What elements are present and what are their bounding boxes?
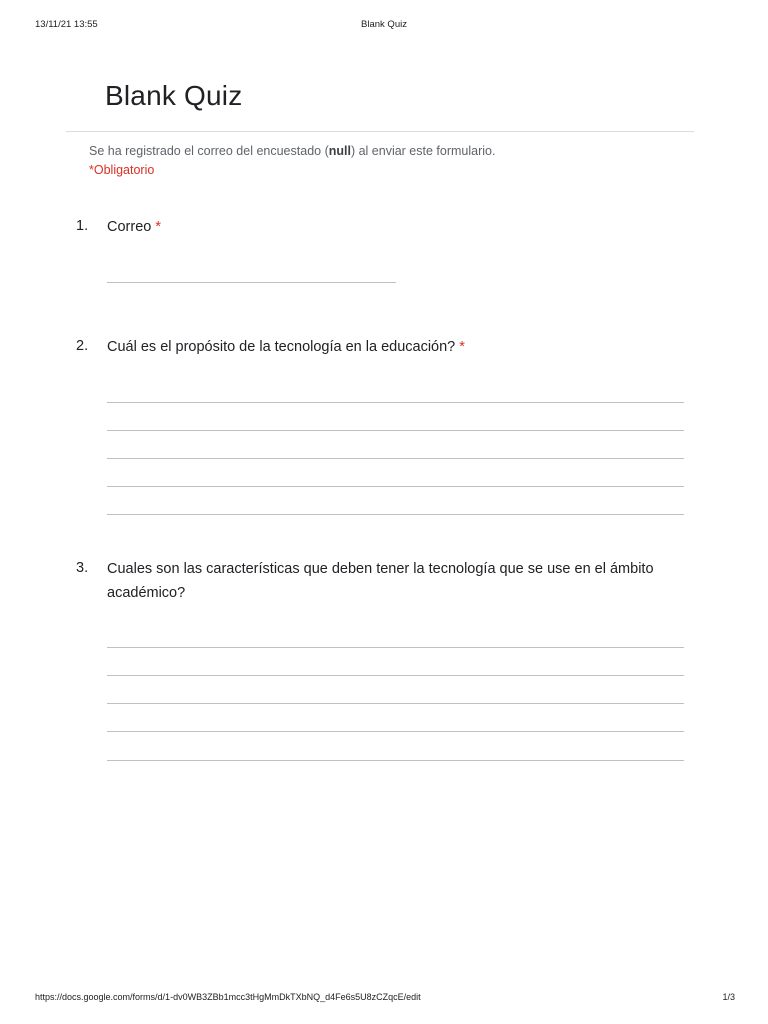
question-1-answer-line[interactable] bbox=[107, 282, 396, 283]
print-date-time: 13/11/21 13:55 bbox=[35, 19, 98, 30]
print-footer-url: https://docs.google.com/forms/d/1-dv0WB3ZBb1mcc3tHgMmDkTXbNQ_d4Fe6s5U8zCZqcE/edit bbox=[35, 992, 421, 1002]
question-3-answer-line[interactable] bbox=[107, 760, 684, 761]
print-document-title: Blank Quiz bbox=[361, 19, 407, 30]
question-2-answer-line[interactable] bbox=[107, 486, 684, 487]
question-2-answer-line[interactable] bbox=[107, 402, 684, 403]
email-recorded-note bbox=[89, 144, 495, 158]
question-2-label: Cuál es el propósito de la tecnología en la educación? bbox=[107, 339, 456, 355]
email-note-text-end: ) al enviar este formulario. bbox=[350, 144, 496, 158]
question-2-number: 2. bbox=[76, 338, 89, 354]
question-3-text: Cuales son las características que deben tener la tecnología que se use en el ámbito académico? bbox=[107, 561, 654, 601]
question-3-answer-line[interactable] bbox=[107, 731, 684, 732]
print-header bbox=[0, 19, 768, 33]
question-2-answer-line[interactable] bbox=[107, 458, 684, 459]
page-number: 1/3 bbox=[722, 992, 735, 1002]
question-3-answer-line[interactable] bbox=[107, 675, 684, 676]
question-1-text bbox=[107, 215, 161, 239]
required-note: *Obligatorio bbox=[89, 163, 155, 177]
email-note-null: null bbox=[328, 144, 351, 158]
form-title: Blank Quiz bbox=[105, 80, 243, 111]
question-2-answer-line[interactable] bbox=[107, 430, 684, 431]
print-footer bbox=[0, 992, 768, 1006]
required-asterisk: * bbox=[459, 339, 465, 355]
question-3-answer-line[interactable] bbox=[107, 703, 684, 704]
question-1-number: 1. bbox=[76, 218, 89, 234]
question-2-answer-line[interactable] bbox=[107, 514, 684, 515]
question-1-label: Correo bbox=[107, 219, 152, 235]
question-2-text bbox=[107, 335, 465, 359]
email-note-text-start: Se ha registrado el correo del encuestado ( bbox=[89, 144, 329, 158]
required-asterisk: * bbox=[155, 219, 162, 235]
question-3-number: 3. bbox=[76, 560, 89, 576]
title-divider bbox=[66, 131, 694, 132]
question-3-answer-line[interactable] bbox=[107, 647, 684, 648]
